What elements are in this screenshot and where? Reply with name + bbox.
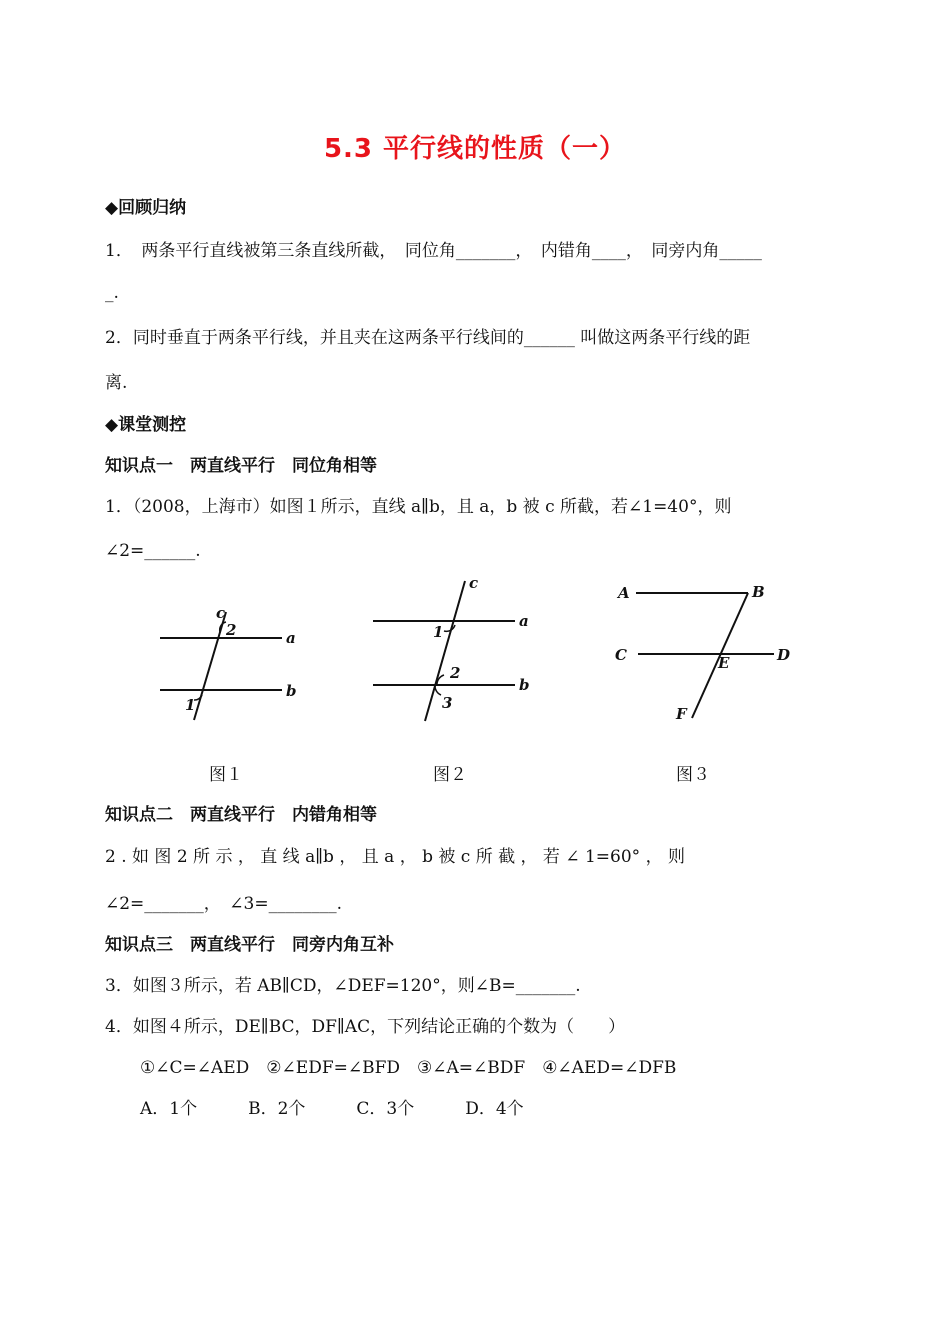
fig1-label-b: b bbox=[286, 682, 297, 700]
fig1-label-c: c bbox=[216, 604, 226, 622]
section-classroom-heading: ◆课堂测控 bbox=[105, 415, 187, 435]
question-2-line-2: ∠2=_______， ∠3=________. bbox=[105, 894, 343, 914]
fig3-label-A: A bbox=[618, 584, 630, 602]
question-1-line-2: ∠2=______. bbox=[105, 541, 201, 561]
fig3-label-B: B bbox=[752, 583, 765, 601]
figure-3-caption: 图３ bbox=[676, 765, 710, 785]
fig3-label-C: C bbox=[615, 646, 627, 664]
page-title: 5.3 平行线的性质（一） bbox=[323, 134, 627, 164]
review-question-2-line-2: 离. bbox=[105, 373, 128, 393]
fig1-line-c bbox=[194, 612, 226, 720]
question-3: 3．如图３所示，若 AB∥CD，∠DEF=120°，则∠B=_______. bbox=[105, 976, 581, 996]
question-1-line-1: 1．（2008，上海市）如图１所示，直线 a∥b，且 a，b 被 c 所截，若∠1=40°，则 bbox=[105, 497, 732, 517]
review-question-1-line-2: _. bbox=[105, 283, 119, 303]
review-question-1-line-1: 1． 两条平行直线被第三条直线所截， 同位角_______， 内错角____， 同旁内角_____ bbox=[105, 241, 762, 261]
figure-1 bbox=[150, 600, 310, 730]
question-2-line-1: 2 . 如 图 2 所 示 ， 直 线 a∥b ， 且 a ， b 被 c 所 截 ， 若 ∠ 1=60° ， 则 bbox=[105, 847, 685, 867]
knowledge-point-3: 知识点三 两直线平行 同旁内角互补 bbox=[105, 935, 394, 955]
fig1-label-angle-2: 2 bbox=[226, 621, 237, 639]
knowledge-point-1: 知识点一 两直线平行 同位角相等 bbox=[105, 456, 377, 476]
figure-3 bbox=[610, 578, 800, 728]
section-review-heading: ◆回顾归纳 bbox=[105, 198, 187, 218]
figure-2 bbox=[365, 575, 545, 725]
fig2-label-angle-3: 3 bbox=[442, 694, 453, 712]
fig3-label-E: E bbox=[718, 654, 730, 672]
figure-1-caption: 图１ bbox=[209, 765, 243, 785]
knowledge-point-2: 知识点二 两直线平行 内错角相等 bbox=[105, 805, 377, 825]
question-4: 4．如图４所示，DE∥BC，DF∥AC，下列结论正确的个数为（ ） bbox=[105, 1017, 626, 1037]
fig3-label-D: D bbox=[777, 646, 791, 664]
question-4-choices: A．1个 B．2个 C．3个 D．4个 bbox=[140, 1099, 524, 1119]
fig3-label-F: F bbox=[676, 705, 687, 723]
review-question-2-line-1: 2．同时垂直于两条平行线，并且夹在这两条平行线间的______ 叫做这两条平行线的距 bbox=[105, 328, 751, 348]
fig2-label-angle-1: 1 bbox=[433, 623, 444, 641]
fig2-label-c: c bbox=[469, 575, 479, 592]
fig1-label-a: a bbox=[286, 629, 296, 647]
fig2-label-angle-2: 2 bbox=[450, 664, 461, 682]
fig2-angle-1-arc bbox=[444, 625, 455, 631]
question-4-statements: ①∠C=∠AED ②∠EDF=∠BFD ③∠A=∠BDF ④∠AED=∠DFB bbox=[140, 1058, 677, 1078]
fig2-label-b: b bbox=[519, 676, 530, 694]
fig2-label-a: a bbox=[519, 612, 529, 630]
fig1-label-angle-1: 1 bbox=[185, 696, 196, 714]
figure-2-caption: 图２ bbox=[433, 765, 467, 785]
